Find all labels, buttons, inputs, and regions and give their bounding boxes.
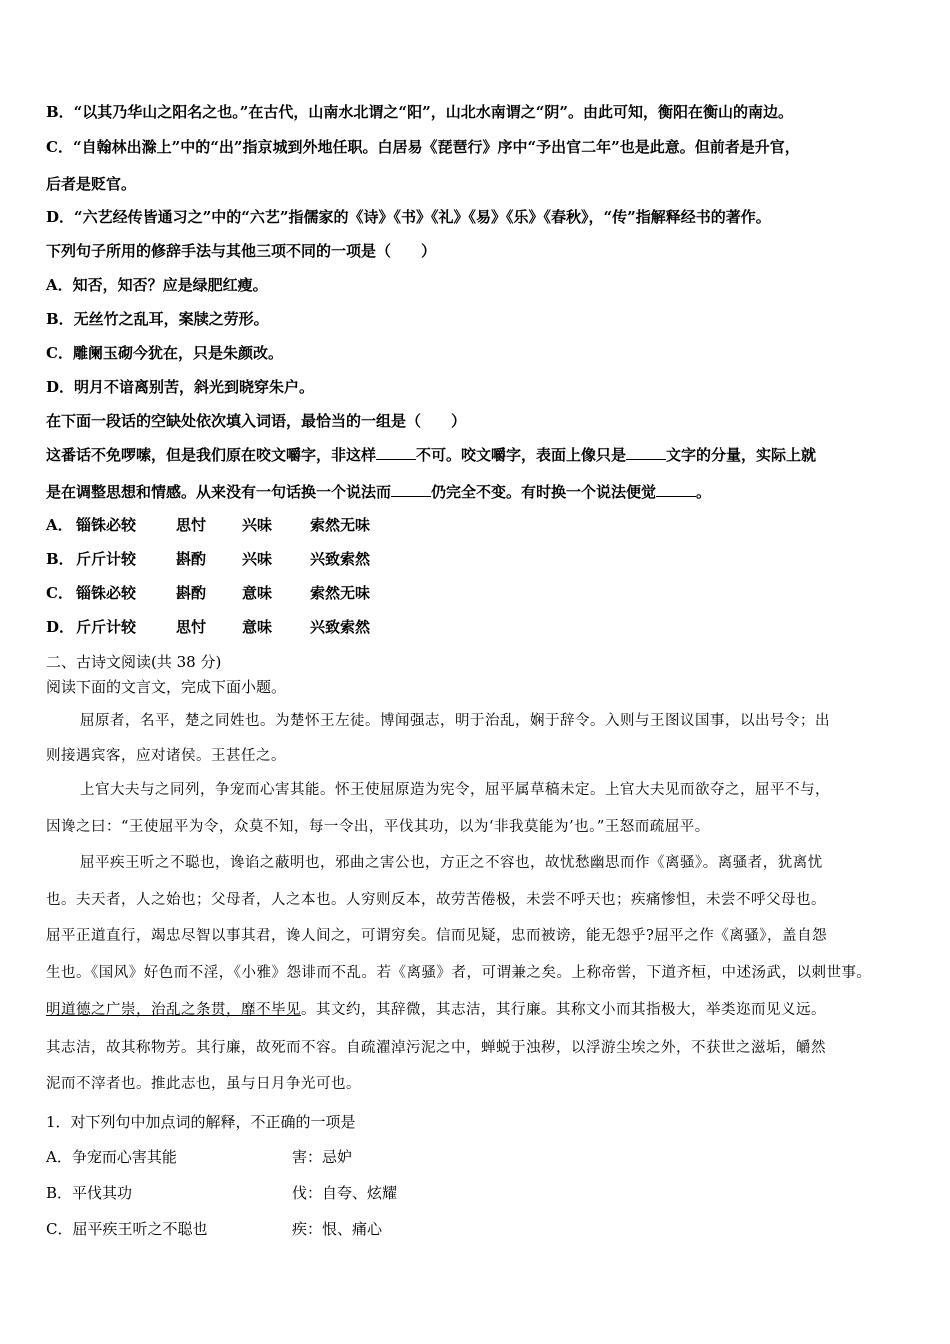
fill-option-c	[46, 583, 371, 603]
blank-1	[376, 445, 416, 460]
fill-option-word3: 兴味	[242, 550, 273, 568]
blank-3	[391, 482, 431, 497]
passage-p3-line2: 也。夫天者，人之始也；父母者，人之本也。人穷则反本，故劳苦倦极，未尝不呼天也；疾痛惨怛，未尝不呼父母也。	[46, 892, 826, 908]
blank-2	[626, 445, 666, 460]
rhetoric-option-b: B．无丝竹之乱耳，案牍之劳形。	[46, 310, 269, 328]
section-heading: 二、古诗文阅读(共 38 分)	[46, 653, 222, 671]
fill-option-b	[46, 549, 371, 569]
q1-option-gloss: 害：忌妒	[292, 1148, 353, 1166]
q1-option-label: C．	[46, 1220, 73, 1238]
fill-paragraph-line2	[46, 482, 711, 502]
passage-p3-line5-rest: 。其文约，其辞微，其志洁，其行廉。其称文小而其指极大，举类迩而见义远。	[301, 1002, 826, 1018]
option-c-prev-line2: 后者是贬官。	[46, 175, 137, 193]
q1-option-sentence: 平伐其功	[72, 1184, 133, 1202]
rhetoric-option-a: A．知否，知否？应是绿肥红瘦。	[46, 276, 268, 294]
passage-p3-line6: 其志洁，故其称物芳。其行廉，故死而不容。自疏濯淖污泥之中，蝉蜕于浊秽，以浮游尘埃之外，不获世之滋垢，皭然	[46, 1040, 826, 1056]
fill-option-label: A．	[46, 516, 73, 534]
fill-option-d	[46, 617, 371, 637]
fill-option-label: C．	[46, 584, 73, 602]
fill-option-word3: 兴味	[242, 516, 273, 534]
fill-text-2a: 是在调整思想和情感。从来没有一句话换一个说法而	[46, 483, 392, 501]
fill-text-2b: 仍完全不变。有时换一个说法便觉	[431, 483, 657, 501]
fill-text-1a: 这番话不免啰嗦，但是我们原在咬文嚼字，非这样	[46, 446, 377, 464]
q1-option-c	[46, 1219, 383, 1239]
fill-option-word4: 兴致索然	[310, 550, 371, 568]
fill-text-1b: 不可。咬文嚼字，表面上像只是	[416, 446, 627, 464]
fill-option-word2: 思忖	[176, 516, 207, 534]
option-c-prev-line1: C．“自翰林出滁上”中的“出”指京城到外地任职。白居易《琵琶行》序中“予出官二年”也是此意。但前者是升官，	[46, 138, 800, 156]
fill-option-word1: 斤斤计较	[76, 618, 137, 636]
q1-option-a	[46, 1147, 353, 1167]
passage-p3-line3: 屈平正道直行，竭忠尽智以事其君，谗人间之，可谓穷矣。信而见疑，忠而被谤，能无怨乎?屈平之作《离骚》，盖自怨	[46, 928, 828, 944]
fill-option-word1: 锱铢必较	[76, 584, 137, 602]
q1-option-gloss: 伐：自夸、炫耀	[292, 1184, 398, 1202]
fill-option-word3: 意味	[242, 618, 273, 636]
fill-option-label: D．	[46, 618, 75, 636]
question-1-stem: 1．对下列句中加点词的解释，不正确的一项是	[46, 1113, 356, 1131]
passage-p1-line1: 屈原者，名平，楚之同姓也。为楚怀王左徒。博闻强志，明于治乱，娴于辞令。入则与王图议国事，以出号令；出	[80, 713, 830, 729]
fill-question-stem: 在下面一段话的空缺处依次填入词语，最恰当的一组是（ ）	[46, 412, 467, 430]
fill-option-word2: 斟酌	[176, 584, 207, 602]
fill-option-label: B．	[46, 550, 74, 568]
fill-option-word4: 兴致索然	[310, 618, 371, 636]
fill-option-word1: 锱铢必较	[76, 516, 137, 534]
fill-option-word2: 思忖	[176, 618, 207, 636]
underlined-sentence: 明道德之广崇，治乱之条贯，靡不毕见	[46, 1002, 301, 1018]
passage-p2-line2: 因谗之曰：“王使屈平为令，众莫不知，每一令出，平伐其功，以为‘非我莫能为’也。”王怒而疏屈平。	[46, 819, 710, 835]
fill-option-a	[46, 515, 371, 535]
fill-paragraph-line1	[46, 445, 816, 465]
fill-option-word4: 索然无味	[310, 584, 371, 602]
fill-option-word4: 索然无味	[310, 516, 371, 534]
passage-p1-line2: 则接遇宾客，应对诸侯。王甚任之。	[46, 748, 286, 764]
rhetoric-question-stem: 下列句子所用的修辞手法与其他三项不同的一项是（ ）	[46, 242, 437, 260]
fill-option-word1: 斤斤计较	[76, 550, 137, 568]
fill-option-word2: 斟酌	[176, 550, 207, 568]
rhetoric-option-d: D．明月不谙离别苦，斜光到晓穿朱户。	[46, 378, 315, 396]
q1-option-label: A．	[46, 1148, 72, 1166]
passage-p3-line4: 生也。《国风》好色而不淫，《小雅》怨诽而不乱。若《离骚》者，可谓兼之矣。上称帝喾，下道齐桓，中述汤武，以刺世事。	[46, 965, 872, 981]
fill-option-word3: 意味	[242, 584, 273, 602]
q1-option-gloss: 疾：恨、痛心	[292, 1220, 383, 1238]
fill-text-1c: 文字的分量，实际上就	[666, 446, 817, 464]
passage-p3-line7: 泥而不滓者也。推此志也，虽与日月争光可也。	[46, 1076, 361, 1092]
q1-option-b	[46, 1183, 398, 1203]
q1-option-label: B．	[46, 1184, 73, 1202]
passage-p3-line5	[46, 1000, 826, 1020]
passage-p2-line1: 上官大夫与之同列，争宠而心害其能。怀王使屈原造为宪令，屈平属草稿未定。上官大夫见而欲夺之，屈平不与，	[80, 782, 830, 798]
q1-option-sentence: 屈平疾王听之不聪也	[72, 1220, 208, 1238]
option-b-prev: B．“以其乃华山之阳名之也。”在古代，山南水北谓之“阳”，山北水南谓之“阴”。由此可知，衡阳在衡山的南边。	[46, 103, 793, 121]
rhetoric-option-c: C．雕阑玉砌今犹在，只是朱颜改。	[46, 344, 283, 362]
option-d-prev: D．“六艺经传皆通习之”中的“六艺”指儒家的《诗》《书》《礼》《易》《乐》《春秋》，“传”指解释经书的著作。	[46, 208, 771, 226]
blank-4	[656, 482, 696, 497]
q1-option-sentence: 争宠而心害其能	[71, 1148, 177, 1166]
passage-p3-line1: 屈平疾王听之不聪也，谗谄之蔽明也，邪曲之害公也，方正之不容也，故忧愁幽思而作《离骚》。离骚者，犹离忧	[80, 855, 823, 871]
section-instruction: 阅读下面的文言文，完成下面小题。	[46, 678, 287, 696]
fill-text-2c: 。	[696, 483, 712, 501]
